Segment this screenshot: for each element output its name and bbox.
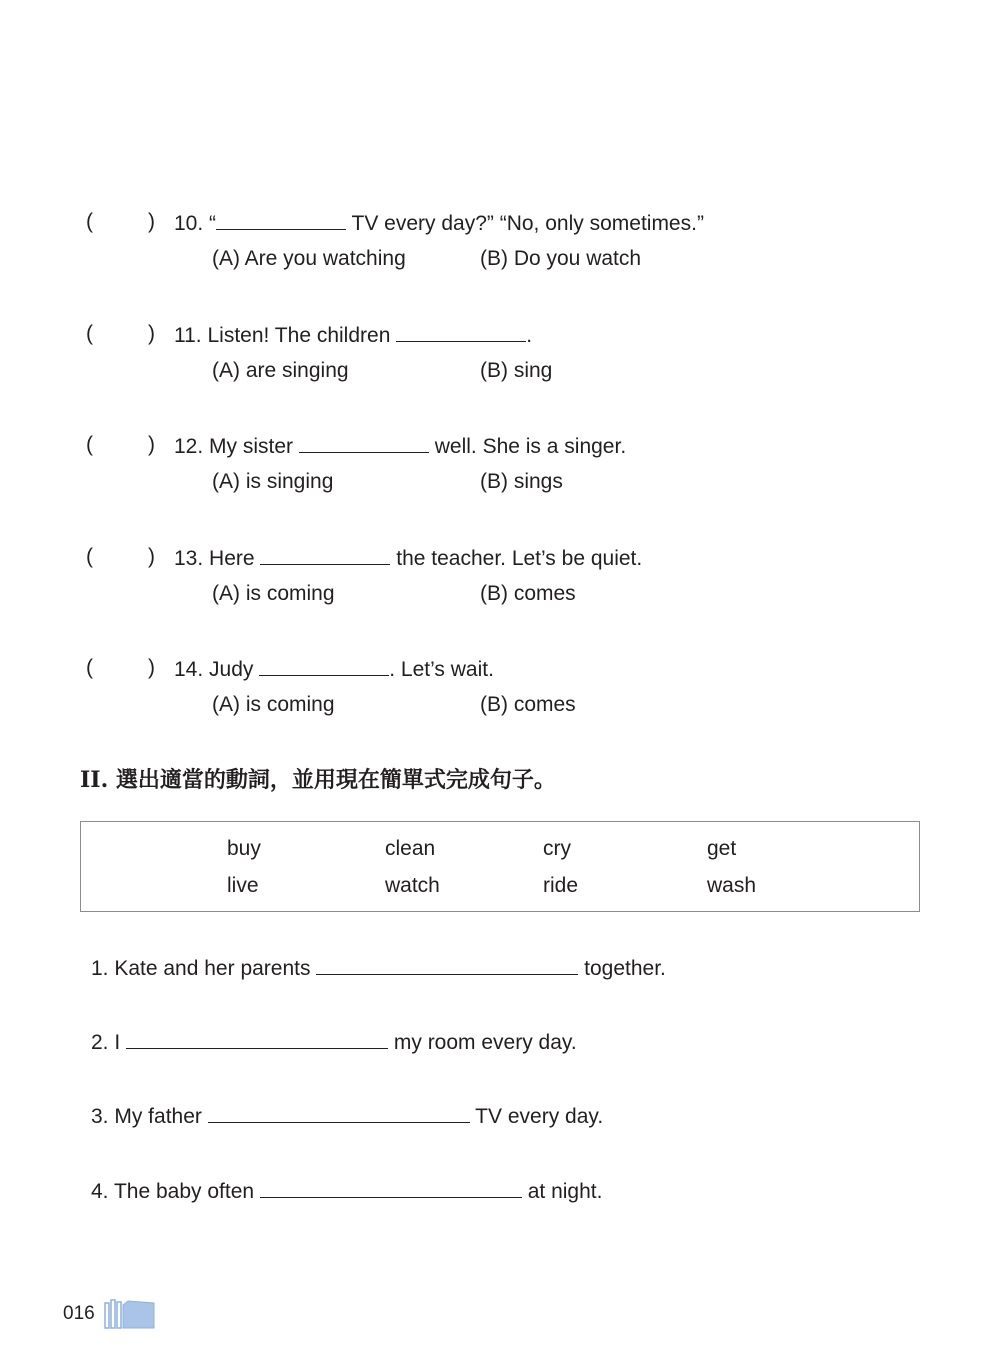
word-bank: [80, 821, 920, 912]
option-a: (A) are singing: [212, 359, 349, 382]
question-number: 11.: [174, 324, 202, 347]
fill-before: 4. The baby often: [91, 1180, 260, 1203]
question-stem: [174, 209, 704, 237]
question-stem: [174, 432, 626, 460]
word-bank-item: get: [707, 837, 737, 860]
answer-paren-close: ): [148, 656, 155, 679]
answer-paren-close: ): [148, 210, 155, 233]
stem-before: Listen! The children: [207, 324, 397, 347]
answer-blank[interactable]: [299, 432, 429, 453]
answer-blank[interactable]: [396, 321, 526, 342]
answer-blank[interactable]: [216, 209, 346, 230]
stem-before: “: [209, 212, 217, 235]
answer-blank[interactable]: [260, 1177, 522, 1198]
fill-after: together.: [578, 957, 666, 980]
question-number: 14.: [174, 658, 204, 681]
word-bank-item: cry: [543, 837, 571, 860]
stem-before: Judy: [209, 658, 260, 681]
fill-after: my room every day.: [388, 1031, 577, 1054]
answer-paren-open: (: [86, 656, 93, 679]
word-bank-item: watch: [385, 874, 440, 897]
option-a: (A) Are you watching: [212, 247, 406, 270]
section-title: II. 選出適當的動詞，並用現在簡單式完成句子。: [80, 767, 556, 793]
question-13: [0, 544, 1000, 624]
option-a: (A) is coming: [212, 582, 335, 605]
option-b: (B) Do you watch: [480, 247, 642, 270]
answer-paren-open: (: [86, 545, 93, 568]
answer-paren-open: (: [86, 433, 93, 456]
fill-item-4: [91, 1177, 602, 1205]
books-icon: [104, 1299, 156, 1329]
question-number: 13.: [174, 547, 204, 570]
answer-paren-close: ): [148, 433, 155, 456]
answer-paren-open: (: [86, 210, 93, 233]
word-bank-item: buy: [227, 837, 261, 860]
stem-after: . Let’s wait.: [389, 658, 494, 681]
page-number: 016: [63, 1303, 95, 1324]
stem-after: well. She is a singer.: [428, 435, 627, 458]
answer-paren-close: ): [148, 545, 155, 568]
option-a: (A) is singing: [212, 470, 334, 493]
answer-blank[interactable]: [126, 1028, 388, 1049]
answer-blank[interactable]: [208, 1102, 470, 1123]
fill-after: at night.: [521, 1180, 603, 1203]
question-stem: [174, 544, 642, 572]
fill-before: 2. I: [91, 1031, 127, 1054]
answer-paren-close: ): [148, 322, 155, 345]
stem-before: My sister: [209, 435, 299, 458]
stem-after: .: [526, 324, 533, 347]
answer-blank[interactable]: [316, 954, 578, 975]
question-12: [0, 432, 1000, 512]
answer-paren-open: (: [86, 322, 93, 345]
stem-after: the teacher. Let’s be quiet.: [390, 547, 643, 570]
question-number: 12.: [174, 435, 204, 458]
answer-blank[interactable]: [259, 655, 389, 676]
option-a: (A) is coming: [212, 693, 335, 716]
option-b: (B) comes: [480, 582, 576, 605]
word-bank-item: wash: [707, 874, 757, 897]
fill-item-3: [91, 1102, 603, 1130]
fill-item-1: [91, 954, 666, 982]
option-b: (B) sings: [480, 470, 563, 493]
fill-after: TV every day.: [469, 1105, 604, 1128]
question-number: 10.: [174, 212, 204, 235]
stem-before: Here: [209, 547, 261, 570]
question-11: [0, 321, 1000, 401]
question-14: [0, 655, 1000, 735]
fill-before: 1. Kate and her parents: [91, 957, 317, 980]
option-b: (B) comes: [480, 693, 576, 716]
option-b: (B) sing: [480, 359, 553, 382]
stem-after: TV every day?” “No, only sometimes.”: [346, 212, 704, 235]
question-stem: [174, 321, 532, 349]
question-10: [0, 209, 1000, 289]
word-bank-item: clean: [385, 837, 436, 860]
word-bank-item: live: [227, 874, 259, 897]
word-bank-item: ride: [543, 874, 579, 897]
answer-blank[interactable]: [260, 544, 390, 565]
fill-item-2: [91, 1028, 577, 1056]
question-stem: [174, 655, 494, 683]
fill-before: 3. My father: [91, 1105, 208, 1128]
